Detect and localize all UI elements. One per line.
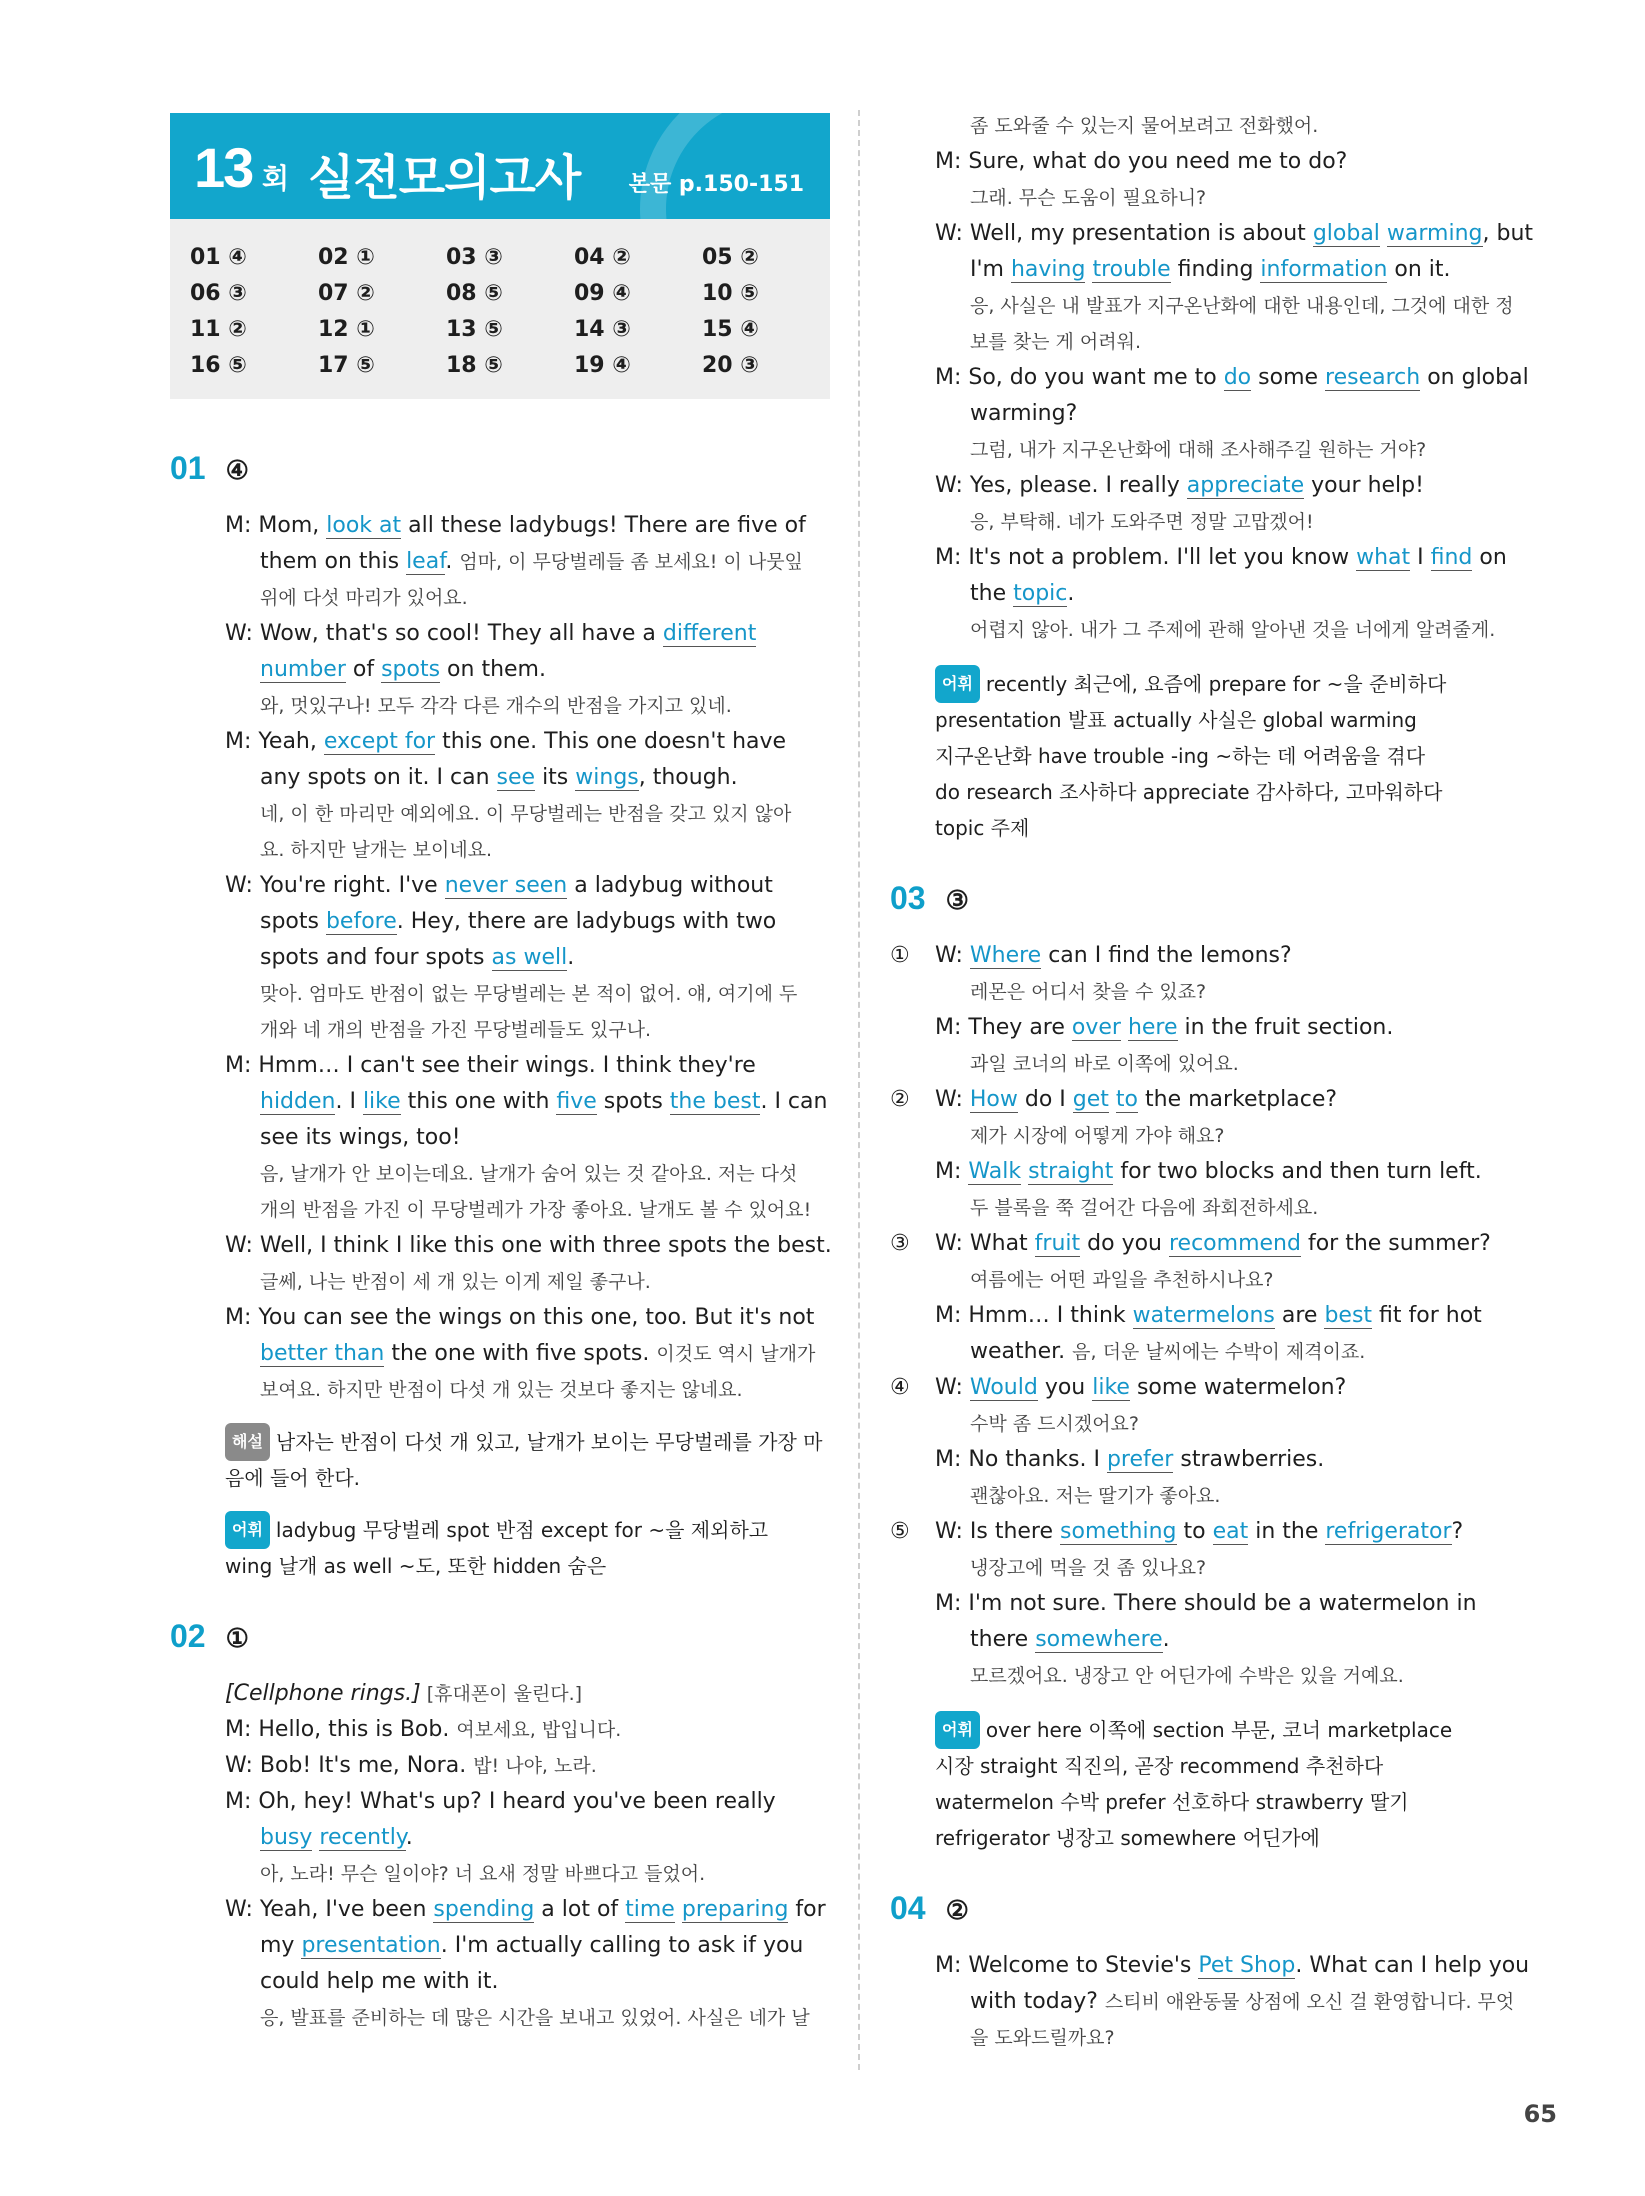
translation-line: 와, 멋있구나! 모두 각각 다른 개수의 반점을 가지고 있네. xyxy=(260,695,732,717)
explanation: 음에 들어 한다. xyxy=(225,1466,360,1490)
dialogue-line: busy recently. xyxy=(260,1825,413,1850)
answer-cell: 14 ③ xyxy=(574,316,631,342)
translation-line: 보를 찾는 게 어려워. xyxy=(970,331,1141,353)
test-number: 13 xyxy=(194,136,253,199)
translation-line: 레몬은 어디서 찾을 수 있죠? xyxy=(970,981,1207,1003)
translation-line: 개와 네 개의 반점을 가진 무당벌레들도 있구나. xyxy=(260,1019,652,1041)
answer-cell: 11 ② xyxy=(190,316,247,342)
choice-marker: ④ xyxy=(890,1375,910,1400)
translation-line: 응, 발표를 준비하는 데 많은 시간을 보내고 있었어. 사실은 네가 날 xyxy=(260,2007,810,2029)
question-number: 01 xyxy=(170,450,206,486)
column-divider xyxy=(858,110,860,2070)
answer-cell: 12 ① xyxy=(318,316,375,342)
vocabulary-tag: 어휘 xyxy=(935,1711,980,1749)
translation-line: 수박 좀 드시겠어요? xyxy=(970,1413,1139,1435)
dialogue-line: M: I'm not sure. There should be a watermelon in xyxy=(935,1591,1477,1616)
answer-cell: 08 ⑤ xyxy=(446,280,503,306)
question-01-heading xyxy=(170,450,249,487)
vocabulary: 어휘 over here 이쪽에 section 부문, 코너 marketplace xyxy=(935,1712,1452,1751)
dialogue-line: W: What fruit do you recommend for the summer? xyxy=(935,1231,1491,1256)
vocabulary: 지구온난화 have trouble -ing ~하는 데 어려움을 겪다 xyxy=(935,744,1426,768)
answer-cell: 20 ③ xyxy=(702,352,759,378)
vocabulary: 어휘 recently 최근에, 요즘에 prepare for ~을 준비하다 xyxy=(935,666,1446,705)
dialogue-line: M: Oh, hey! What's up? I heard you've been really xyxy=(225,1789,776,1814)
dialogue-line: W: How do I get to the marketplace? xyxy=(935,1087,1338,1112)
dialogue-line: M: It's not a problem. I'll let you know what I find on xyxy=(935,545,1507,570)
dialogue-line: [Cellphone rings.] [휴대폰이 울린다.] xyxy=(225,1681,583,1706)
answer-row xyxy=(190,239,830,275)
translation-line: 보여요. 하지만 반점이 다섯 개 있는 것보다 좋지는 않네요. xyxy=(260,1379,743,1401)
dialogue-line: W: Well, my presentation is about global warming, but xyxy=(935,221,1534,246)
translation-line: 좀 도와줄 수 있는지 물어보려고 전화했어. xyxy=(970,115,1319,137)
translation-line: 응, 사실은 내 발표가 지구온난화에 대한 내용인데, 그것에 대한 정 xyxy=(970,295,1514,317)
translation-line: 과일 코너의 바로 이쪽에 있어요. xyxy=(970,1053,1239,1075)
banner-decoration xyxy=(640,113,830,219)
translation-line: 모르겠어요. 냉장고 안 어딘가에 수박은 있을 거예요. xyxy=(970,1665,1404,1687)
answer-cell: 16 ⑤ xyxy=(190,352,247,378)
translation-line: 글쎄, 나는 반점이 세 개 있는 이게 제일 좋구나. xyxy=(260,1271,651,1293)
answer-cell: 04 ② xyxy=(574,244,631,270)
translation-line: 어렵지 않아. 내가 그 주제에 관해 알아낸 것을 너에게 알려줄게. xyxy=(970,619,1496,641)
dialogue-line: M: Hello, this is Bob. 여보세요, 밥입니다. xyxy=(225,1717,622,1742)
translation-line: 을 도와드릴까요? xyxy=(970,2027,1115,2049)
dialogue-line: M: Hmm… I can't see their wings. I think they're xyxy=(225,1053,756,1078)
answer-cell: 03 ③ xyxy=(446,244,503,270)
dialogue-line: see its wings, too! xyxy=(260,1125,461,1150)
dialogue-line: I'm having trouble finding information on it. xyxy=(970,257,1451,282)
dialogue-line: M: They are over here in the fruit section. xyxy=(935,1015,1394,1040)
dialogue-line: M: So, do you want me to do some research on global xyxy=(935,365,1529,390)
dialogue-line: W: You're right. I've never seen a ladybug without xyxy=(225,873,773,898)
dialogue-line: with today? 스티비 애완동물 상점에 오신 걸 환영합니다. 무엇 xyxy=(970,1989,1515,2014)
page-number: 65 xyxy=(1523,2100,1557,2128)
dialogue-line: W: Is there something to eat in the refrigerator? xyxy=(935,1519,1464,1544)
translation-line: 여름에는 어떤 과일을 추천하시나요? xyxy=(970,1269,1274,1291)
dialogue-line: my presentation. I'm actually calling to ask if you xyxy=(260,1933,804,1958)
vocabulary-tag: 어휘 xyxy=(225,1511,270,1549)
choice-marker: ⑤ xyxy=(890,1519,910,1544)
answer-cell: 02 ① xyxy=(318,244,375,270)
vocabulary: topic 주제 xyxy=(935,816,1030,840)
dialogue-line: W: Wow, that's so cool! They all have a different xyxy=(225,621,757,646)
dialogue-line: the topic. xyxy=(970,581,1075,606)
question-02-heading xyxy=(170,1618,249,1655)
vocabulary: presentation 발표 actually 사실은 global warming xyxy=(935,708,1417,732)
dialogue-line: M: You can see the wings on this one, too. But it's not xyxy=(225,1305,815,1330)
vocabulary: refrigerator 냉장고 somewhere 어딘가에 xyxy=(935,1826,1320,1850)
answer-cell: 18 ⑤ xyxy=(446,352,503,378)
answer-mark: ③ xyxy=(945,885,969,915)
dialogue-line: W: Would you like some watermelon? xyxy=(935,1375,1347,1400)
answer-cell: 13 ⑤ xyxy=(446,316,503,342)
question-number: 04 xyxy=(890,1890,926,1926)
translation-line: 위에 다섯 마리가 있어요. xyxy=(260,587,468,609)
translation-line: 제가 시장에 어떻게 가야 해요? xyxy=(970,1125,1225,1147)
translation-line: 개의 반점을 가진 이 무당벌레가 가장 좋아요. 날개도 볼 수 있어요! xyxy=(260,1199,812,1221)
question-number: 02 xyxy=(170,1618,206,1654)
translation-line: 냉장고에 먹을 것 좀 있나요? xyxy=(970,1557,1207,1579)
vocabulary-tag: 어휘 xyxy=(935,665,980,703)
answer-table xyxy=(190,239,830,383)
vocabulary: 어휘 ladybug 무당벌레 spot 반점 except for ~을 제외하고 xyxy=(225,1512,768,1551)
translation-line: 두 블록을 쭉 걸어간 다음에 좌회전하세요. xyxy=(970,1197,1319,1219)
question-04-heading xyxy=(890,1890,969,1927)
choice-marker: ③ xyxy=(890,1231,910,1256)
answer-mark: ④ xyxy=(225,455,249,485)
explanation: 해설 남자는 반점이 다섯 개 있고, 날개가 보이는 무당벌레를 가장 마 xyxy=(225,1424,823,1463)
question-03-heading xyxy=(890,880,969,917)
dialogue-line: M: No thanks. I prefer strawberries. xyxy=(935,1447,1325,1472)
answer-cell: 01 ④ xyxy=(190,244,247,270)
dialogue-line: M: Sure, what do you need me to do? xyxy=(935,149,1348,174)
dialogue-line: W: Where can I find the lemons? xyxy=(935,943,1292,968)
dialogue-line: W: Well, I think I like this one with three spots the best. xyxy=(225,1233,832,1258)
test-title: 실전모의고사 xyxy=(308,150,581,206)
vocabulary: do research 조사하다 appreciate 감사하다, 고마워하다 xyxy=(935,780,1443,804)
answer-key xyxy=(170,219,830,399)
page-reference: 본문 p.150-151 xyxy=(628,172,804,197)
dialogue-line: weather. 음, 더운 날씨에는 수박이 제격이죠. xyxy=(970,1339,1366,1364)
answer-cell: 05 ② xyxy=(702,244,759,270)
dialogue-line: M: Mom, look at all these ladybugs! There are five of xyxy=(225,513,806,538)
dialogue-line: warming? xyxy=(970,401,1078,426)
answer-mark: ① xyxy=(225,1623,249,1653)
translation-line: 맞아. 엄마도 반점이 없는 무당벌레는 본 적이 없어. 얘, 여기에 두 xyxy=(260,983,798,1005)
answer-cell: 19 ④ xyxy=(574,352,631,378)
choice-marker: ① xyxy=(890,943,910,968)
translation-line: 음, 날개가 안 보이는데요. 날개가 숨어 있는 것 같아요. 저는 다섯 xyxy=(260,1163,798,1185)
dialogue-line: M: Hmm… I think watermelons are best fit for hot xyxy=(935,1303,1482,1328)
dialogue-line: W: Yes, please. I really appreciate your help! xyxy=(935,473,1424,498)
translation-line: 네, 이 한 마리만 예외에요. 이 무당벌레는 반점을 갖고 있지 않아 xyxy=(260,803,792,825)
dialogue-line: M: Welcome to Stevie's Pet Shop. What can I help you xyxy=(935,1953,1530,1978)
dialogue-line: better than the one with five spots. 이것도 역시 날개가 xyxy=(260,1341,816,1366)
answer-cell: 17 ⑤ xyxy=(318,352,375,378)
dialogue-line: spots before. Hey, there are ladybugs with two xyxy=(260,909,777,934)
answer-cell: 15 ④ xyxy=(702,316,759,342)
answer-cell: 09 ④ xyxy=(574,280,631,306)
answer-cell: 07 ② xyxy=(318,280,375,306)
explanation-tag: 해설 xyxy=(225,1423,270,1461)
translation-line: 괜찮아요. 저는 딸기가 좋아요. xyxy=(970,1485,1221,1507)
answer-row xyxy=(190,347,830,383)
answer-cell: 10 ⑤ xyxy=(702,280,759,306)
answer-cell: 06 ③ xyxy=(190,280,247,306)
dialogue-line: them on this leaf. 엄마, 이 무당벌레들 좀 보세요! 이 나뭇잎 xyxy=(260,549,803,574)
dialogue-line: could help me with it. xyxy=(260,1969,499,1994)
translation-line: 아, 노라! 무슨 일이야? 너 요새 정말 바쁘다고 들었어. xyxy=(260,1863,706,1885)
translation-line: 그럼, 내가 지구온난화에 대해 조사해주길 원하는 거야? xyxy=(970,439,1427,461)
title-banner xyxy=(170,113,830,219)
dialogue-line: hidden. I like this one with five spots the best. I can xyxy=(260,1089,828,1114)
question-number: 03 xyxy=(890,880,926,916)
dialogue-line: M: Yeah, except for this one. This one doesn't have xyxy=(225,729,787,754)
answer-mark: ② xyxy=(945,1895,969,1925)
translation-line: 그래. 무슨 도움이 필요하니? xyxy=(970,187,1207,209)
dialogue-line: W: Yeah, I've been spending a lot of time preparing for xyxy=(225,1897,826,1922)
test-unit: 회 xyxy=(262,162,290,195)
dialogue-line: number of spots on them. xyxy=(260,657,546,682)
answer-row xyxy=(190,311,830,347)
vocabulary: watermelon 수박 prefer 선호하다 strawberry 딸기 xyxy=(935,1790,1409,1814)
answer-row xyxy=(190,275,830,311)
dialogue-line: W: Bob! It's me, Nora. 밥! 나야, 노라. xyxy=(225,1753,597,1778)
dialogue-line: M: Walk straight for two blocks and then turn left. xyxy=(935,1159,1482,1184)
choice-marker: ② xyxy=(890,1087,910,1112)
translation-line: 요. 하지만 날개는 보이네요. xyxy=(260,839,493,861)
dialogue-line: spots and four spots as well. xyxy=(260,945,575,970)
dialogue-line: any spots on it. I can see its wings, though. xyxy=(260,765,738,790)
dialogue-line: there somewhere. xyxy=(970,1627,1170,1652)
vocabulary: wing 날개 as well ~도, 또한 hidden 숨은 xyxy=(225,1554,607,1578)
vocabulary: 시장 straight 직진의, 곧장 recommend 추천하다 xyxy=(935,1754,1384,1778)
translation-line: 응, 부탁해. 네가 도와주면 정말 고맙겠어! xyxy=(970,511,1314,533)
